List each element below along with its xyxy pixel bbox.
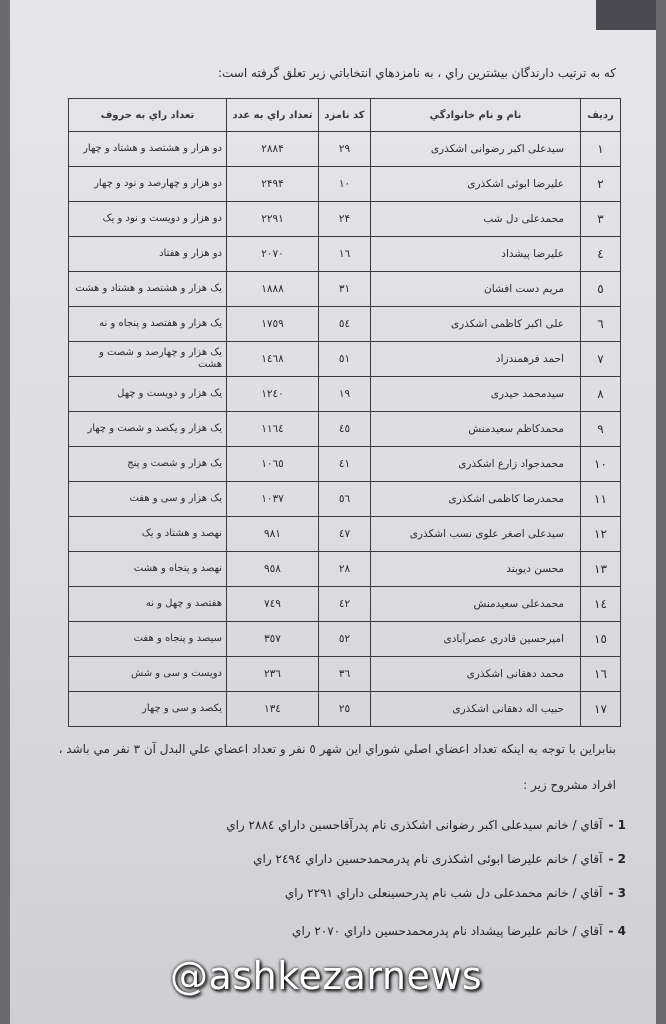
- elected-item-number: 1 -: [608, 818, 626, 832]
- row-number-cell: ۱۱: [581, 482, 621, 517]
- row-number-cell: ٤: [581, 237, 621, 272]
- candidate-code-cell: ۲۸: [319, 552, 371, 587]
- summary-line-1: بنابراين با توجه به اينكه تعداد اعضاي اصلي شوراي اين شهر ٥ نفر و تعداد اعضاي علي البدل آن ۳ نفر مي باشد ،: [58, 742, 616, 756]
- row-number-cell: ۱۲: [581, 517, 621, 552]
- candidate-code-cell: ۱۹: [319, 377, 371, 412]
- votes-words-cell: نهصد و پنجاه و هشت: [69, 552, 227, 587]
- elected-item: [66, 924, 626, 938]
- candidate-code-cell: ۲۹: [319, 132, 371, 167]
- elected-item: [66, 852, 626, 866]
- row-number-cell: ۱۷: [581, 692, 621, 727]
- header-code: كد نامزد: [319, 99, 371, 132]
- votes-words-cell: نهصد و هشتاد و یک: [69, 517, 227, 552]
- candidate-code-cell: ۱۰: [319, 167, 371, 202]
- votes-words-cell: یک هزار و هشتصد و هشتاد و هشت: [69, 272, 227, 307]
- candidate-code-cell: ٥٦: [319, 482, 371, 517]
- votes-words-cell: یکصد و سی و چهار: [69, 692, 227, 727]
- votes-number-cell: ۱۳٤: [227, 692, 319, 727]
- elected-item-number: 4 -: [608, 924, 626, 938]
- table-row: [69, 412, 621, 447]
- candidate-name-cell: محمدرضا کاظمی اشکذری: [371, 482, 581, 517]
- candidate-name-cell: سیدعلی اکبر رضوانی اشکذری: [371, 132, 581, 167]
- table-row: [69, 377, 621, 412]
- intro-text: که به ترتيب دارندگان بيشترين راي ، به نامزدهاي انتخاباتي زير تعلق گرفته است:: [217, 66, 616, 80]
- header-name: نام و نام خانوادگي: [371, 99, 581, 132]
- votes-words-cell: سیصد و پنجاه و هفت: [69, 622, 227, 657]
- votes-number-cell: ۱۸۸۸: [227, 272, 319, 307]
- candidate-code-cell: ٥٤: [319, 307, 371, 342]
- votes-words-cell: یک هزار و هفتصد و پنجاه و نه: [69, 307, 227, 342]
- votes-number-cell: ۱۰٦٥: [227, 447, 319, 482]
- elected-item: [66, 886, 626, 900]
- votes-number-cell: ۱۰۳۷: [227, 482, 319, 517]
- candidate-name-cell: علیرضا پیشداد: [371, 237, 581, 272]
- elected-item-text: آقاي / خانم سیدعلی اکبر رضوانی اشکذری نام پدرآقاحسین داراي ۲۸۸٤ راي: [226, 818, 603, 832]
- votes-words-cell: یک هزار و سی و هفت: [69, 482, 227, 517]
- candidate-code-cell: ۱٦: [319, 237, 371, 272]
- header-votes-words: تعداد راي به حروف: [69, 99, 227, 132]
- candidate-code-cell: ۲٥: [319, 692, 371, 727]
- votes-number-cell: ۲۸۸۴: [227, 132, 319, 167]
- row-number-cell: ۱۰: [581, 447, 621, 482]
- table-row: [69, 167, 621, 202]
- row-number-cell: ۱٤: [581, 587, 621, 622]
- results-table: [68, 98, 621, 727]
- header-row-number: رديف: [581, 99, 621, 132]
- votes-words-cell: یک هزار و شصت و پنج: [69, 447, 227, 482]
- table-row: [69, 447, 621, 482]
- table-row: [69, 587, 621, 622]
- votes-words-cell: هفتصد و چهل و نه: [69, 587, 227, 622]
- votes-number-cell: ۳٥۷: [227, 622, 319, 657]
- candidate-name-cell: امیرحسین قادری عصرآبادی: [371, 622, 581, 657]
- votes-words-cell: یک هزار و دویست و چهل: [69, 377, 227, 412]
- votes-words-cell: یک هزار و چهارصد و شصت و هشت: [69, 342, 227, 377]
- elected-item-text: آقاي / خانم علیرضا ابوئی اشکذری نام پدرمحمدحسین داراي ۲٤۹٤ راي: [253, 852, 603, 866]
- candidate-name-cell: حبیب اله دهقانی اشکذری: [371, 692, 581, 727]
- candidate-code-cell: ۳٦: [319, 657, 371, 692]
- candidate-name-cell: احمد فرهمندزاد: [371, 342, 581, 377]
- candidate-name-cell: محمدکاظم سعیدمنش: [371, 412, 581, 447]
- candidate-code-cell: ٤۷: [319, 517, 371, 552]
- elected-item-number: 2 -: [608, 852, 626, 866]
- votes-number-cell: ۱۱٦٤: [227, 412, 319, 447]
- header-votes-number: تعداد راي به عدد: [227, 99, 319, 132]
- table-header-row: [69, 99, 621, 132]
- candidate-name-cell: محسن دیوبند: [371, 552, 581, 587]
- votes-words-cell: دو هزار و هفتاد: [69, 237, 227, 272]
- votes-number-cell: ۲۲۹۱: [227, 202, 319, 237]
- candidate-name-cell: محمد دهقانی اشکذری: [371, 657, 581, 692]
- table-row: [69, 237, 621, 272]
- table-row: [69, 202, 621, 237]
- row-number-cell: ٥: [581, 272, 621, 307]
- candidate-code-cell: ۳۱: [319, 272, 371, 307]
- votes-number-cell: ۱٤٦۸: [227, 342, 319, 377]
- row-number-cell: ۱۳: [581, 552, 621, 587]
- votes-number-cell: ۹۸۱: [227, 517, 319, 552]
- table-row: [69, 272, 621, 307]
- votes-words-cell: دو هزار و هشتصد و هشتاد و چهار: [69, 132, 227, 167]
- row-number-cell: ۱: [581, 132, 621, 167]
- summary-line-2: افراد مشروح زير :: [523, 778, 616, 792]
- candidate-code-cell: ٤٥: [319, 412, 371, 447]
- table-row: [69, 692, 621, 727]
- row-number-cell: ۲: [581, 167, 621, 202]
- candidate-name-cell: محمدعلی سعیدمنش: [371, 587, 581, 622]
- table-row: [69, 622, 621, 657]
- candidate-name-cell: علی اکبر کاظمی اشکذری: [371, 307, 581, 342]
- row-number-cell: ٦: [581, 307, 621, 342]
- candidate-code-cell: ٥۱: [319, 342, 371, 377]
- votes-number-cell: ۱۲٤۰: [227, 377, 319, 412]
- candidate-name-cell: سیدمحمد حیدری: [371, 377, 581, 412]
- watermark: @ashkezarnews: [170, 954, 483, 998]
- candidate-code-cell: ۲۴: [319, 202, 371, 237]
- candidate-name-cell: محمدعلی دل شب: [371, 202, 581, 237]
- votes-words-cell: دو هزار و دویست و نود و یک: [69, 202, 227, 237]
- candidate-name-cell: محمدجواد زارع اشکذری: [371, 447, 581, 482]
- votes-number-cell: ۱۷٥۹: [227, 307, 319, 342]
- table-row: [69, 342, 621, 377]
- votes-number-cell: ۲۴۹۴: [227, 167, 319, 202]
- row-number-cell: ۱٦: [581, 657, 621, 692]
- votes-number-cell: ۹٥۸: [227, 552, 319, 587]
- candidate-name-cell: سیدعلی اصغر علوی نسب اشکذری: [371, 517, 581, 552]
- row-number-cell: ۷: [581, 342, 621, 377]
- candidate-name-cell: مریم دست افشان: [371, 272, 581, 307]
- candidate-code-cell: ٤۲: [319, 587, 371, 622]
- elected-item-text: آقاي / خانم محمدعلی دل شب نام پدرحسینعلی داراي ۲۲۹۱ راي: [284, 886, 603, 900]
- elected-item-number: 3 -: [608, 886, 626, 900]
- votes-words-cell: دو هزار و چهارصد و نود و چهار: [69, 167, 227, 202]
- votes-words-cell: دویست و سی و شش: [69, 657, 227, 692]
- candidate-name-cell: علیرضا ابوئی اشکذری: [371, 167, 581, 202]
- photo-corner: [596, 0, 656, 30]
- table-row: [69, 132, 621, 167]
- table-row: [69, 482, 621, 517]
- votes-words-cell: یک هزار و یکصد و شصت و چهار: [69, 412, 227, 447]
- elected-item-text: آقاي / خانم علیرضا پیشداد نام پدرمحمدحسین داراي ۲۰۷۰ راي: [292, 924, 603, 938]
- table-row: [69, 517, 621, 552]
- table-row: [69, 657, 621, 692]
- votes-number-cell: ۷٤۹: [227, 587, 319, 622]
- document-page: [10, 0, 656, 1024]
- candidate-code-cell: ٥۲: [319, 622, 371, 657]
- votes-number-cell: ۲۳٦: [227, 657, 319, 692]
- table-row: [69, 552, 621, 587]
- row-number-cell: ۱٥: [581, 622, 621, 657]
- votes-number-cell: ۲۰۷۰: [227, 237, 319, 272]
- row-number-cell: ۸: [581, 377, 621, 412]
- row-number-cell: ۳: [581, 202, 621, 237]
- candidate-code-cell: ٤۱: [319, 447, 371, 482]
- table-row: [69, 307, 621, 342]
- row-number-cell: ۹: [581, 412, 621, 447]
- elected-item: [66, 818, 626, 832]
